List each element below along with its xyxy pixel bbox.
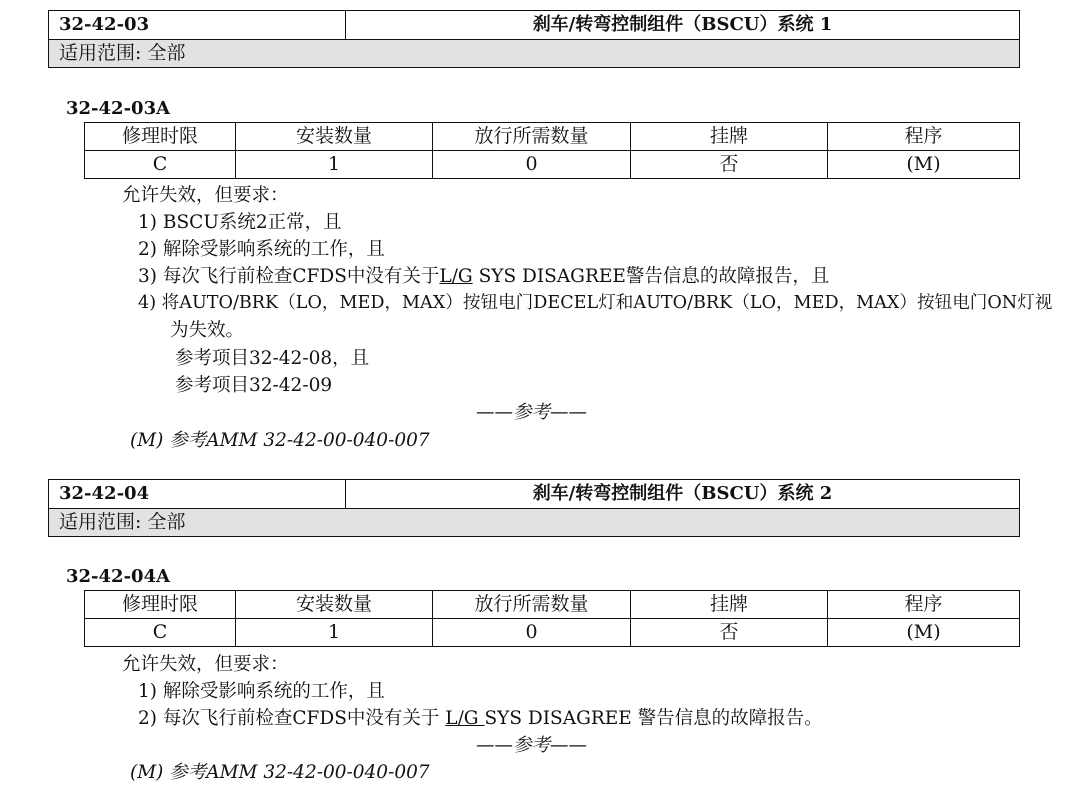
section-title: 刹车/转弯控制组件（BSCU）系统 2	[532, 483, 833, 504]
value-required: 0	[433, 151, 631, 179]
subsection-code: 32-42-03A	[66, 98, 171, 119]
item-number: 1)	[138, 681, 157, 702]
item-text: 解除受影响系统的工作，且	[162, 681, 385, 702]
item-text-underlined: L/G	[445, 708, 485, 729]
header-installed: 安装数量	[236, 123, 433, 151]
item-number: 2)	[138, 239, 157, 260]
header-placard: 挂牌	[631, 123, 828, 151]
reference-item: 参考项目32-42-08，且	[175, 348, 370, 369]
header-required: 放行所需数量	[433, 123, 631, 151]
table-row	[85, 619, 1020, 647]
reference-label: ——参考——	[476, 735, 588, 756]
item-text-post: SYS DISAGREE警告信息的故障报告，且	[472, 266, 830, 287]
value-procedure: (M)	[828, 619, 1020, 647]
item-text-underlined: L/G	[439, 266, 473, 287]
item-text-pre: 每次飞行前检查CFDS中没有关于	[162, 708, 446, 729]
header-repair-interval: 修理时限	[85, 123, 236, 151]
header-procedure: 程序	[828, 123, 1020, 151]
section-code: 32-42-04	[49, 480, 346, 508]
applicability: 适用范围: 全部	[49, 40, 1019, 67]
list-item	[138, 235, 385, 261]
item-text: 将AUTO/BRK（LO，MED，MAX）按钮电门DECEL灯和AUTO/BRK（LO，MED，MAX）按钮电门ON灯视	[161, 293, 1053, 313]
list-item	[138, 208, 342, 234]
value-repair-interval: C	[85, 151, 236, 179]
value-placard: 否	[631, 619, 828, 647]
item-text: BSCU系统2正常，且	[162, 212, 342, 233]
item-number: 4)	[138, 293, 157, 313]
subsection-code: 32-42-04A	[66, 566, 171, 587]
header-installed: 安装数量	[236, 591, 433, 619]
reference-item: 参考项目32-42-09	[175, 375, 333, 396]
item-continuation: 为失效。	[170, 320, 245, 341]
table-row	[85, 151, 1020, 179]
value-placard: 否	[631, 151, 828, 179]
mel-table	[84, 590, 1020, 647]
amm-reference: (M) 参考AMM 32-42-00-040-007	[130, 430, 430, 451]
section-code: 32-42-03	[49, 11, 346, 39]
item-number: 1)	[138, 212, 157, 233]
header-placard: 挂牌	[631, 591, 828, 619]
item-text: 解除受影响系统的工作，且	[162, 239, 385, 260]
intro-text: 允许失效，但要求：	[122, 185, 289, 206]
section-header-2	[48, 479, 1020, 537]
list-item	[138, 262, 829, 288]
header-repair-interval: 修理时限	[85, 591, 236, 619]
list-item	[138, 677, 385, 703]
item-number: 3)	[138, 266, 157, 287]
item-text-post: SYS DISAGREE 警告信息的故障报告。	[484, 708, 823, 729]
applicability: 适用范围: 全部	[49, 509, 1019, 536]
value-installed: 1	[236, 619, 433, 647]
value-procedure: (M)	[828, 151, 1020, 179]
amm-reference: (M) 参考AMM 32-42-00-040-007	[130, 762, 430, 783]
list-item	[138, 704, 823, 730]
table-header-row	[85, 591, 1020, 619]
section-header-1	[48, 10, 1020, 68]
section-title: 刹车/转弯控制组件（BSCU）系统 1	[532, 14, 833, 35]
table-header-row	[85, 123, 1020, 151]
reference-label: ——参考——	[476, 402, 588, 423]
value-required: 0	[433, 619, 631, 647]
value-installed: 1	[236, 151, 433, 179]
list-item	[138, 289, 1052, 314]
header-required: 放行所需数量	[433, 591, 631, 619]
mel-table	[84, 122, 1020, 179]
item-text-pre: 每次飞行前检查CFDS中没有关于	[162, 266, 440, 287]
item-number: 2)	[138, 708, 157, 729]
value-repair-interval: C	[85, 619, 236, 647]
header-procedure: 程序	[828, 591, 1020, 619]
intro-text: 允许失效，但要求：	[122, 654, 289, 675]
